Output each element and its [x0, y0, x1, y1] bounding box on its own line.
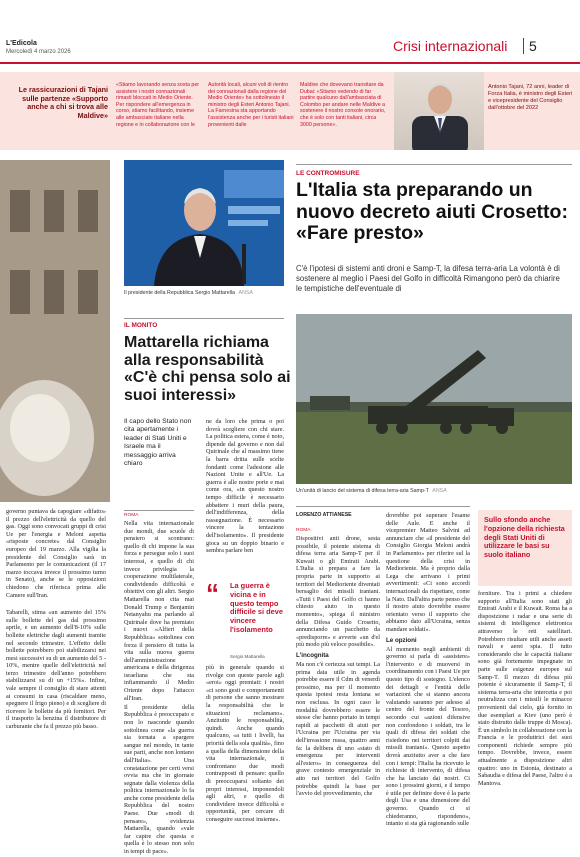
monito-rule — [124, 318, 284, 319]
subhead-opzioni: Le opzioni — [386, 636, 417, 644]
article-col3-text: forniture. Tra i primi a chiedere supporto all'Italia sono stati gli Emirati Arabi e il Kuwait. Roma ha a disposizione i radar e una serie di sistemi di intelligence elettronica attraverso le reti satellitari. Potrebbero risultare utili anche asseti navali e aerei spia. Il tutto considerando che le capacità italiane sono già fortemente impegnate in parte sulle esigenze europee sul Samp-T. Il mezzo di difesa più potente è sicuramente il Samp-T, il sistema terra-aria che intercetta e poi neutralizza con i missili le minacce provenienti dal cielo, già fornito in due esemplari a Kiev (uno però è stato distrutto dalle truppe di Mosca). È un simbolo in collaborazione con la Francia e le produttrici dei suoi componenti richiede sempre più tempo. Dovrebbe, invece, essere attualmente a disposizione altri quattro: uno in Estonia, destinato a Sabaudia e difesa del Paese, l'altro è a Mantova. — [478, 590, 572, 787]
article-col2a: dovrebbe poi superare l'esame delle Aule. E anche il vicepremier Matteo Salvini ad annunciare che «il presidente del Consiglio Giorgia Meloni andrà in Parlamento» per riferire sul la questione della crisi in Medioriente. Ma è proprio dalla Lega che arrivano i primi avvertimenti: «Ci sono accordi internazionali da rispettare, come la Nato. Dall'altra parte penso che il nostro aiuto dovrebbe essere orientato verso il supporto che abbiamo dato all'Ucraina, senza mandare soldati». — [386, 512, 470, 633]
banner-caption: Antonio Tajani, 72 anni, leader di Forza Italia, è ministro degli Esteri e vicepresidente del Consiglio dall'ottobre del 2022 — [488, 84, 573, 111]
pullquote-author: Sergio Mattarella — [230, 654, 265, 659]
article-col1a: Dispositivi anti drone, sesta possibile, il potente sistema di difesa terra aria Samp-T per il Kuwait o gli Emirati Arabi. L'Italia si prepara a fare la propria parte in supporto ai territori del Medioriente diventati bersaglio dei missili iraniani. «Tutti i Paesi del Golfo ci hanno chiesto aiuto in questo momento», spiega il ministro della Difesa Guido Crosetto, annunciando un pacchetto da «predisporre» e avverte «un d'el più modo più veloce possibile». — [296, 535, 380, 649]
sidebar-box — [478, 510, 572, 586]
article-dateline: ROMA — [296, 528, 311, 533]
banner-text-3: Maldive che dovevano transitare da Dubai: «Stiamo vedendo di far partire qualcuno dall'ambasciata di Colombo per andare nelle Maldive a sostenere il nostro console onorario, che è solo con tanti italiani, circa 3000 persone». — [300, 82, 386, 128]
monito-headline: Mattarella richiama alla responsabilità «C'è chi pensa solo ai suoi interessi» — [124, 334, 291, 404]
page-number: 5 — [529, 38, 537, 54]
article-kicker: LE CONTROMISURE — [296, 170, 360, 177]
section-title: Crisi internazionali — [393, 38, 508, 54]
monito-body-1: Nella vita internazionale due mondi, due scuole di pensiero si scontrano: quello di chi impone la sua forza e persegue solo i suoi interessi, e quello di chi invece privilegia la cooperazione multilaterale, condividendo difficoltà e obiettivi con gli altri. Sergio Mattarella non cita mai Donald Trump e Benjamin Netanyahu ma parlando al Quirinale dove ha premiato i nuovi «Alfieri della Repubblica» sottolinea con forza il pensiero di tutta la vita sulla nuova guerra dell'amministrazione americana e della dirigenza israeliana che sta infiammando il Medio Oriente dopo l'attacco all'Iran. — [124, 520, 194, 702]
banner-text-1: «Stiamo lavorando senza sosta per assistere i nostri connazionali rimasti bloccati in Medio Oriente. Per rispondere all'emergenza in corso, stiamo facilitando, insieme alle ambasciate italiane nella regione e in collaborazione con le — [116, 82, 200, 128]
building-photo — [0, 160, 110, 502]
banner-quote: Le rassicurazioni di Tajani sulle partenze «Supporto anche a chi si trova alle Maldive» — [18, 85, 108, 120]
article-col3 — [478, 590, 572, 789]
article-col1 — [296, 535, 380, 799]
mattarella-photo — [124, 160, 284, 286]
left-column — [6, 508, 106, 732]
caption-credit: ANSA — [238, 290, 253, 296]
monito-body-2: Il presidente della Repubblica è preoccupato e non lo nasconde quando sottolinea come «la guerra sia tornata a spargere sangue nel mondo, in tante sue parti, anche non lontano dall'Italia». Una constatazione per certi versi ovvia ma che in giornate segnate dalla violenza della politica internazionale lo fa anche come presidente della Repubblica del nostro Paese. Due «modi di pensare», evidenzia Mattarella, quando «vale far capire che questa e quella è lo stesso non solo in tempi di pace». — [124, 703, 194, 856]
monito-kicker: IL MONITO — [124, 322, 158, 329]
monito-dateline: ROMA — [124, 513, 139, 518]
sidebar-headline: Sullo sfondo anche l'opzione della richiesta degli Stati Uniti di utilizzare le basi su suolo italiano — [484, 515, 565, 560]
article-headline: L'Italia sta preparando un nuovo decreto aiuti Crosetto: «Fare presto» — [296, 179, 568, 244]
article-col1b: Ma non c'è certezza sui tempi. La prima data utile in agenda potrebbe essere il Cdm di venerdì prossimo, ma per il momento questa ipotesi resta lontana se non esclusa. In ogni caso le modalità dovrebbero essere le stesse che hanno portato in tempi rapidi ai pacchetti di aiuti per l'Ucraina per l'Ucraina per via dell'invasione russa, quattro anni fa: la delibera di uno «stato di emergenza per interventi all'estero» in conseguenza del grave contesto emergenziale in atto nei territori del Golfo potrebbe quindi la base per l'avvio del provvedimento, che — [296, 661, 380, 798]
article-col2b: Al momento negli ambienti di governo si parla di «assistere» l'intervento e di muoversi in coordinamento con i Paesi Ue per questo tipo di sostegno. L'elenco dei dettagli e l'entità delle variazioni che si stanno ancora valutando saranno per adesso al centro del fronte del Tesoro, secondo cui «azioni difensive non confondono i soldati, tra le quali di difesa dei soldati che risiedono nei territori colpiti dai missili iraniani». Questo aspetto dovrà anzitutto aver a che fare con i tempi: l'Italia ha ricevuto le richieste di intervento, di difesa che ha lanciato dai nostri. Ci sono i prossimi giorni, e il tempo è utile per definire dove è la parte degli Usa e una dimensione del governo. Quando ci si chiederanno, rispondeno», intanto si sta già ragionando sulle — [386, 645, 470, 828]
samp-t-caption — [296, 488, 572, 494]
monito-body-3: ne da loro che prima o poi dovrà scegliere con chi stare. La politica estera, come è noto, dipende dal governo e non dal Quirinale che al massimo tiene la barra dritta sulle scelte fondanti come l'adesione alle Nazioni Unite e all'Ue. La guerra è alle nostre porte e mai come ora, «in questo nostro tempo difficile è necessario abbattere i muri della paura, dell'indifferenza, della rassegnazione. È necessario vincere la tentazione dell'isolamento». Il presidente gioca su un doppio binario e sembra parlare ben — [206, 418, 284, 555]
masthead — [0, 0, 580, 66]
monito-body-col3 — [206, 664, 284, 825]
issue-date: Mercoledì 4 marzo 2026 — [6, 49, 71, 55]
mattarella-photo-caption — [124, 290, 284, 296]
quote-mark-icon: “ — [206, 578, 219, 608]
pullquote-text: La guerra è vicina e in questo tempo difficile si deve vincere l'isolamento — [230, 581, 283, 634]
masthead-rule — [0, 62, 580, 64]
tajani-photo — [394, 72, 484, 150]
article-caption-credit: ANSA — [432, 488, 447, 494]
article-top-rule — [296, 164, 572, 165]
article-author: LORENZO ATTIANESE — [296, 512, 352, 518]
tajani-banner — [0, 72, 580, 150]
left-text-1: governo puntava da capogiare «difatto» il prezzo dell'elettricità da quello del gas. Oggi sono convocati gruppi di crisi Ue per l'energia e Meloni aspetta «risposte concrete» dal Consiglio europeo del 19 marzo. Alla vigilia la presidente del Consiglio sarà in Parlamento per le comunicazioni (il 17 marzo toccava invece il prossimo turno in Senato), anche se le opposizioni chiedono che riferisca prima alle Camere sull'Iran. — [6, 508, 106, 599]
paper-name: L'Edicola — [6, 40, 37, 47]
banner-text-2: Autorità locali, alcuni voli di rientro dei connazionali dalla regione del Medio Oriente» ha sottolineato il ministro degli Esteri Antonio Tajani. La Farnesina sta apportando l'assistenza anche per i turisti italiani provenienti dalle — [208, 82, 294, 128]
monito-deck: Il capo dello Stato non cita apertamente i leader di Stati Uniti e Israele ma il messaggio arriva chiaro — [124, 418, 192, 468]
subhead-incognita: L'incognita — [296, 651, 329, 659]
monito-body-col1 — [124, 520, 194, 857]
article-caption-text: Un'unità di lancio del sistema di difesa terra-aria Samp-T — [296, 488, 429, 494]
author-rule — [296, 506, 470, 507]
article-col2 — [386, 512, 470, 829]
monito-body-col2 — [206, 418, 284, 556]
monito-body-4: più in generale quando si rivolge con queste parole agli «eroi» oggi premiati: i nostri «ci sono gesti e comportamenti di persone che sanno mostrare la responsabilità che le situazioni reclamano». Anzitutto le responsabilità, quindi. Anche quando qualcuno, «a tutti i livelli, ha priorità della sola qualità», fino a quella della dimensione della vita internazionale, ti confrontano due modi contrapposti di pensare: quello di preoccuparsi soltanto dei propri interessi, imponendoli agli altri, e quello di condividere invece difficoltà e opportunità, per cercare di conseguire successi insieme». — [206, 664, 284, 823]
caption-text: Il presidente della Repubblica Sergio Mattarella — [124, 290, 236, 296]
deck-rule — [124, 510, 194, 511]
samp-t-photo — [296, 314, 572, 484]
article-standfirst: C'è l'ipotesi di sistemi anti droni e Samp-T, la difesa terra-aria La volontà è di sostenere al meglio i Paesi del Golfo in difficoltà Rimangono però da chiarire le tempistiche dell'eventuale di — [296, 264, 560, 293]
section-divider — [523, 38, 524, 54]
left-text-2: Tabarelli, stima «un aumento del 15% sulle bollette del gas dal prossimo aprile, e un aumento dell'8-10% sulle bollette elettriche dagli aumenti tramite nel secondo trimestre. L'effetto delle bollette potrebbero poi stabilizzarsi nei mesi successivi su di un aumento del 5 - 10%, mentre quelle dell'elettricità nel terzo trimestre dell'anno potrebbero stabilizzarsi su di un +15%». Infine, vale sempre il consiglio di stare attenti ai consumi in casa (riscaldare meno, spegnere il frigo pieno) e di scegliere di ricevere le bollette da più fornitori. Per il trasporto la benzina il distributore di carburante che fa il prezzo più basso. — [6, 609, 106, 731]
